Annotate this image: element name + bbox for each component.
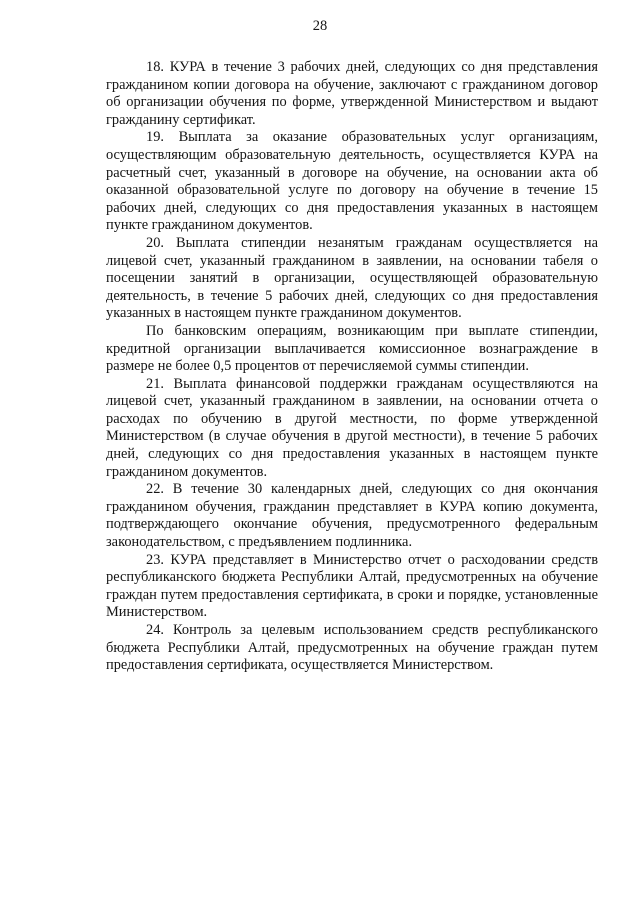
paragraph-18: 18. КУРА в течение 3 рабочих дней, следующих со дня представления гражданином копии договора на обучение, заключают с гражданином договор об организации обучения по форме, утвержденной Министерством и выдают гражданину сертификат. [106,59,598,128]
paragraph-20: 20. Выплата стипендии незанятым гражданам осуществляется на лицевой счет, указанный гражданином в заявлении, на основании табеля о посещении занятий в организации, осуществляющей образовательную деятельность, в течение 5 рабочих дней, следующих со дня предоставления указанных в настоящем пункте гражданином документов. [106,234,598,322]
paragraph-21: 21. Выплата финансовой поддержки гражданам осуществляются на лицевой счет, указанный гражданином в заявлении, на основании отчета о расходах по обучению в другой местности, по форме утвержденной Министерством (в случае обучения в другой местности), в течение 5 рабочих дней, следующих со дня предоставления указанных в настоящем пункте гражданином документов. [106,375,598,480]
paragraph-20-banking: По банковским операциям, возникающим при выплате стипендии, кредитной организации выплачивается комиссионное вознаграждение в размере не более 0,5 процентов от перечисляемой суммы стипендии. [106,322,598,375]
document-body [106,59,598,675]
paragraph-19: 19. Выплата за оказание образовательных услуг организациям, осуществляющим образовательную деятельность, осуществляется КУРА на расчетный счет, указанный в договоре на обучение, на основании акта об оказанной образовательной услуге по договору на обучение в течение 15 рабочих дней, следующих со дня предоставления указанных в настоящем пункте гражданином документов. [106,129,598,234]
paragraph-24: 24. Контроль за целевым использованием средств республиканского бюджета Республики Алтай, предусмотренных на обучение граждан путем предоставления сертификата, осуществляется Министерством. [106,622,598,674]
page-number: 28 [312,18,328,34]
paragraph-23: 23. КУРА представляет в Министерство отчет о расходовании средств республиканского бюджета Республики Алтай, предусмотренных на обучение граждан путем предоставления сертификата, в сроки и порядке, установленные Министерством. [106,551,598,621]
paragraph-22: 22. В течение 30 календарных дней, следующих со дня окончания гражданином обучения, гражданин представляет в КУРА копию документа, подтверждающего окончание обучения, предусмотренного федеральным законодательством, с предъявлением подлинника. [106,481,598,551]
